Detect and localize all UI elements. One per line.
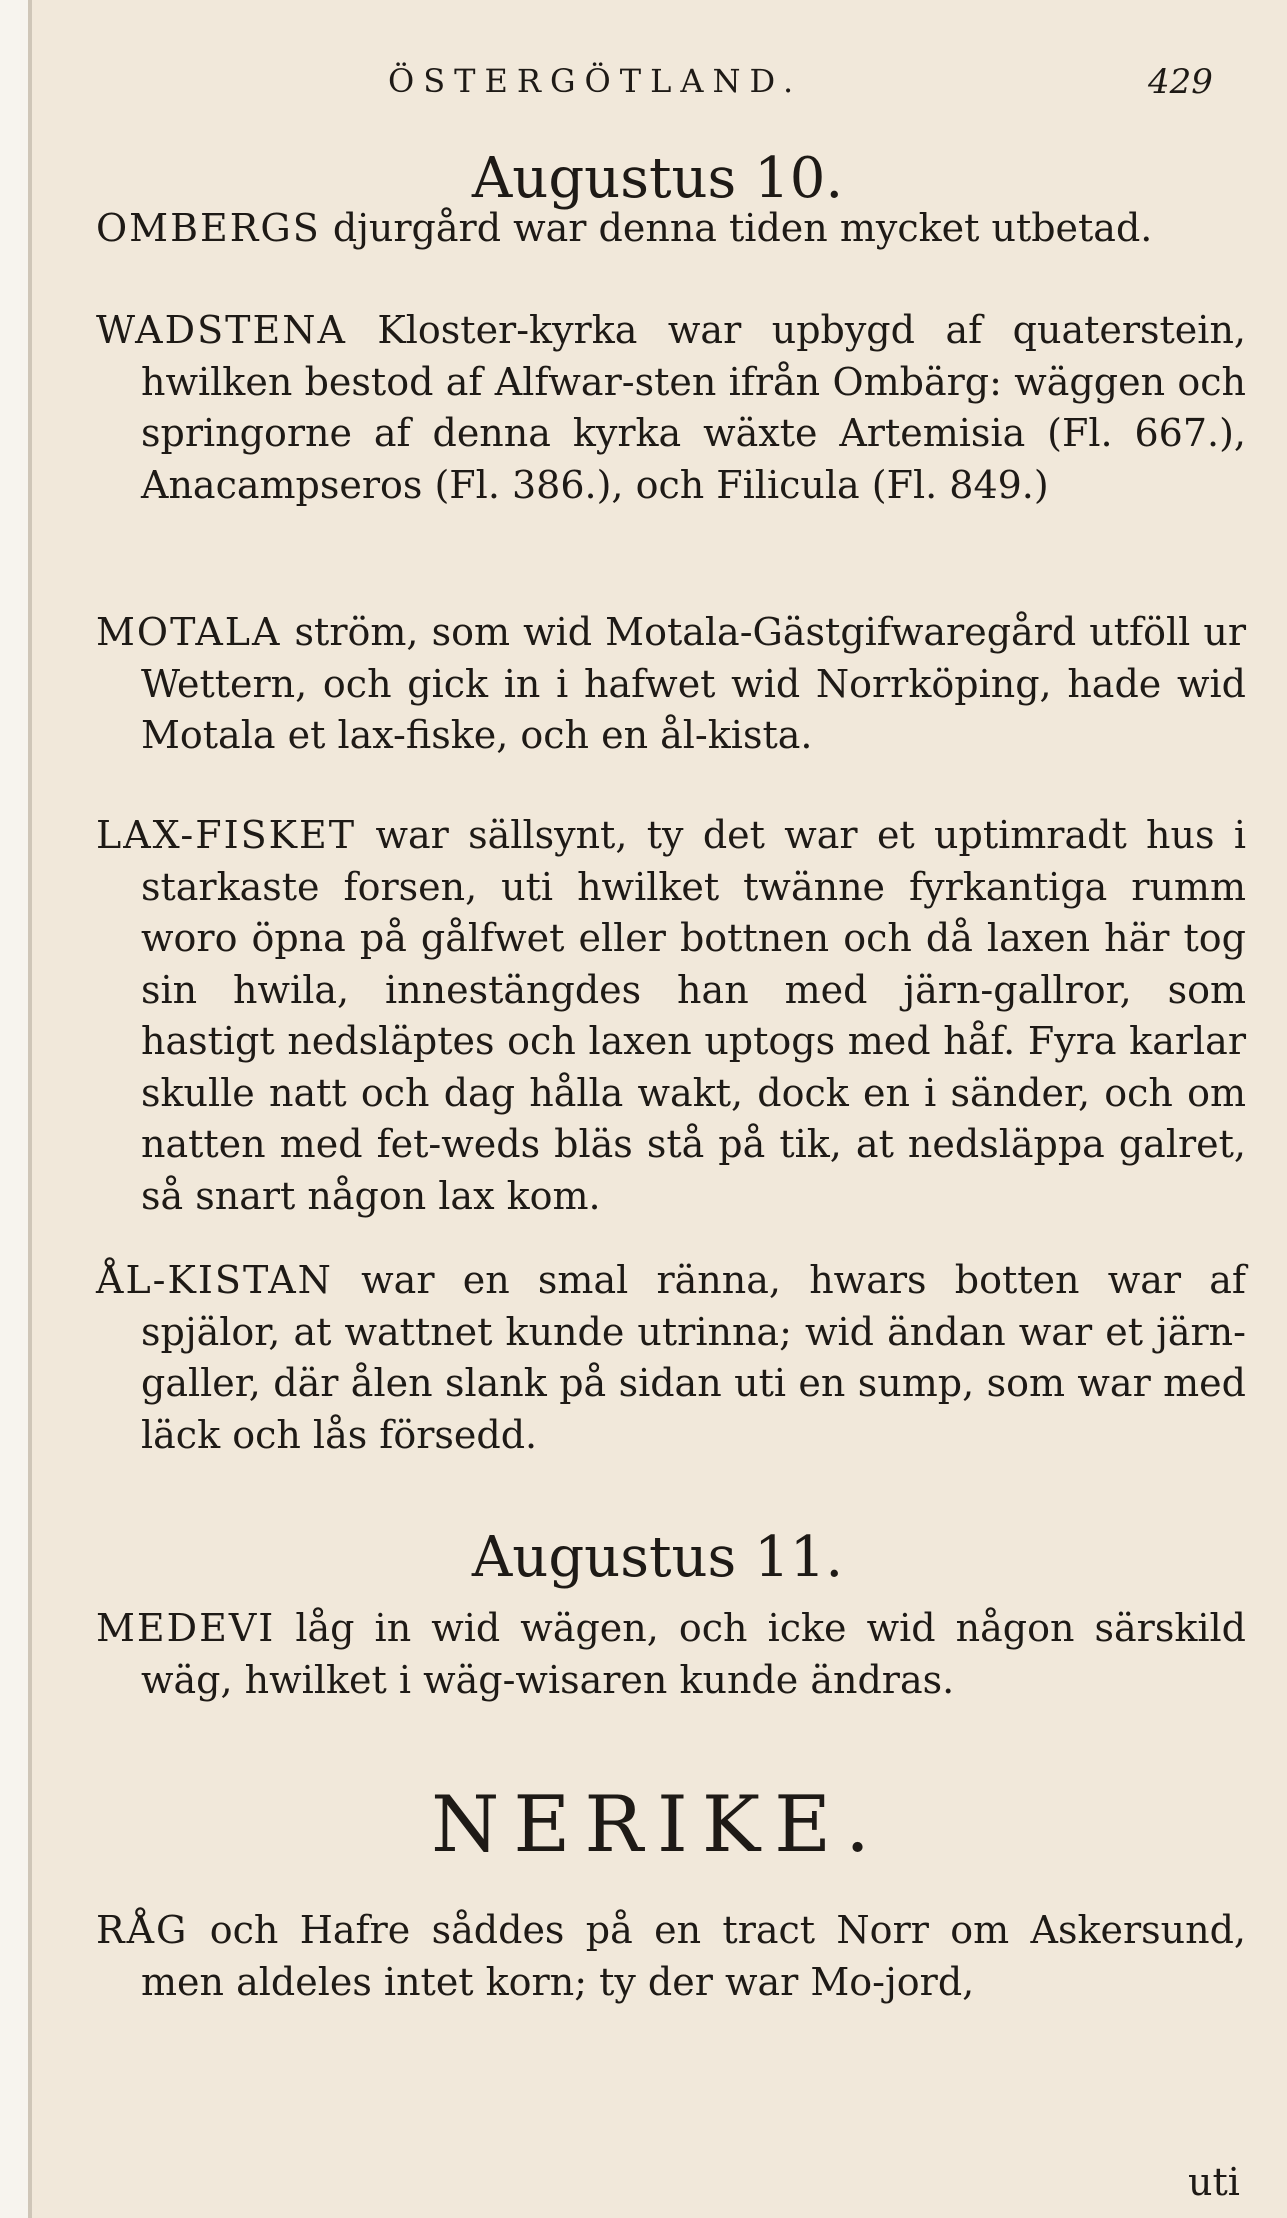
running-head: [28, 62, 1258, 112]
paragraph-keyword: WADSTENA: [96, 308, 347, 352]
date-heading-august-11: Augustus 11.: [471, 1525, 844, 1590]
paragraph-ombergs: [96, 203, 1246, 255]
paragraph-rag: [96, 1905, 1246, 2008]
paragraph-keyword: ÅL-KISTAN: [96, 1258, 333, 1302]
paragraph-text: war sällsynt, ty det war et uptimradt hus i starkaste forsen, uti hwilket twänne fyrkantiga rumm woro öpna på gålfwet eller bottnen och då laxen här tog sin hwila, innestängdes han med järn-gallror, som hastigt nedsläptes och laxen uptogs med håf. Fyra karlar skulle natt och dag hålla wakt, dock en i sänder, och om natten med fet-weds bläs stå på tik, at nedsläppa galret, så snart någon lax kom.: [141, 813, 1246, 1218]
paragraph-text: Kloster-kyrka war upbygd af quaterstein, hwilken bestod af Alfwar-sten ifrån Ombärg: wäggen och springorne af denna kyrka wäxte Artemisia (Fl. 667.), Anacampseros (Fl. 386.), och Filicula (Fl. 849.): [141, 308, 1246, 507]
paragraph-keyword: LAX-FISKET: [96, 813, 357, 857]
page-number: 429: [1148, 62, 1213, 102]
paragraph-lax-fisket: [96, 810, 1246, 1222]
paragraph-text: låg in wid wägen, och icke wid någon särskild wäg, hwilket i wäg-wisaren kunde ändras.: [141, 1606, 1246, 1702]
paragraph-medevi: [96, 1603, 1246, 1706]
paragraph-text: och Hafre såddes på en tract Norr om Askersund, men aldeles intet korn; ty der war Mo-jord,: [141, 1908, 1246, 2004]
paragraph-keyword: MOTALA: [96, 610, 282, 654]
catchword: uti: [1188, 2160, 1240, 2204]
paragraph-keyword: RÅG: [96, 1908, 189, 1952]
paragraph-al-kistan: [96, 1255, 1246, 1461]
paragraph-text: war en smal ränna, hwars botten war af spjälor, at wattnet kunde utrinna; wid ändan war et järn-galler, där ålen slank på sidan uti en sump, som war med läck och lås försedd.: [141, 1258, 1246, 1457]
date-heading-august-10: Augustus 10.: [471, 146, 844, 211]
paragraph-motala: [96, 607, 1246, 762]
section-title-nerike: NERIKE.: [431, 1780, 884, 1870]
paragraph-text: ström, som wid Motala-Gästgifwaregård utföll ur Wettern, och gick in i hafwet wid Norrköping, hade wid Motala et lax-fiske, och en ål-kista.: [141, 610, 1246, 757]
running-head-region: ÖSTERGÖTLAND.: [388, 62, 803, 100]
paragraph-text: djurgård war denna tiden mycket utbetad.: [320, 206, 1153, 250]
paragraph-keyword: OMBERGS: [96, 206, 321, 250]
paragraph-wadstena: [96, 305, 1246, 511]
page-edge: [28, 0, 32, 2218]
paragraph-keyword: MEDEVI: [96, 1606, 276, 1650]
